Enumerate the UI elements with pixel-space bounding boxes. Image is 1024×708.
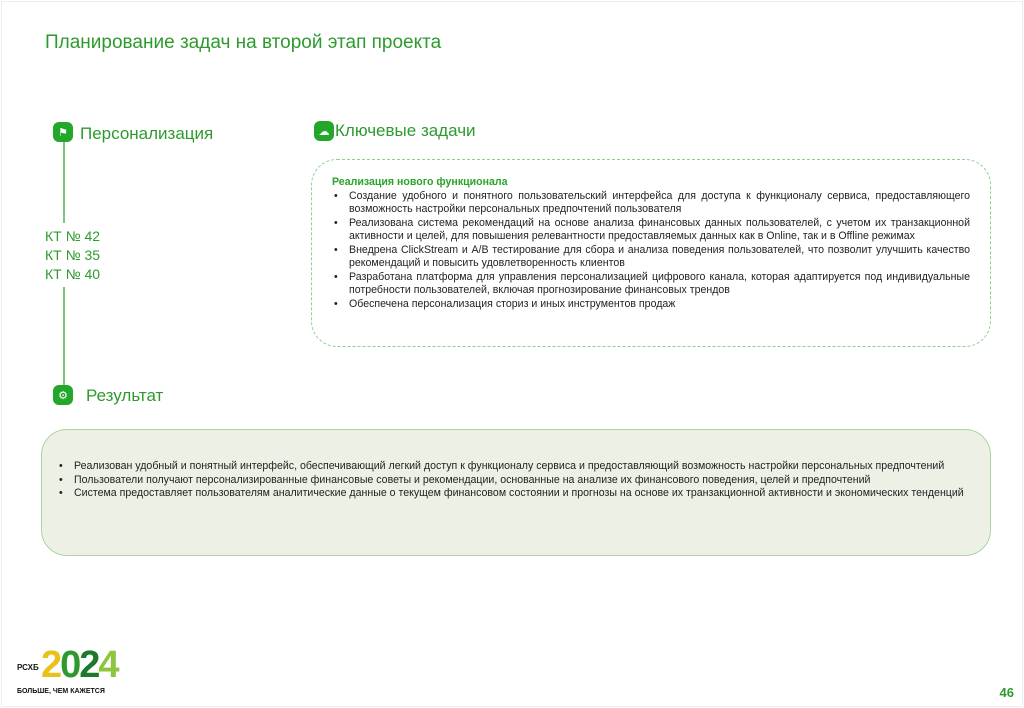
result-item: • Реализован удобный и понятный интерфейс, обеспечивающий легкий доступ к функционалу сервиса и предоставляющий возможность настройки персональных предпочтений [57, 460, 975, 474]
logo-slogan: БОЛЬШЕ, ЧЕМ КАЖЕТСЯ [17, 688, 105, 695]
key-tasks-box [311, 159, 991, 347]
cloud-icon: ☁ [314, 121, 334, 141]
result-item: • Система предоставляет пользователям аналитические данные о текущем финансовом состоянии и прогнозы на основе их транзакционной активности и экономических тенденций [57, 487, 975, 501]
gear-icon: ⚙ [53, 385, 73, 405]
section-personalization: Персонализация [80, 124, 214, 143]
logo-brand: РСХБ [17, 663, 39, 672]
kt-list [45, 227, 100, 284]
result-box [41, 429, 991, 556]
slide-frame [1, 1, 1023, 707]
section-result: Результат [86, 386, 164, 405]
task-item: • Реализована система рекомендаций на основе анализа финансовых данных пользователей, с учетом их транзакционной активности и целей, для повышения релевантности предоставляемых данных как в Online, так и в Offline режимах [332, 217, 970, 244]
page-title: Планирование задач на второй этап проекта [45, 32, 442, 53]
tasks-subtitle: Реализация нового функционала [332, 176, 508, 188]
kt-item: КТ № 40 [45, 266, 101, 282]
flag-icon: ⚑ [53, 122, 73, 142]
section-key-tasks: Ключевые задачи [335, 121, 476, 140]
kt-item: КТ № 35 [45, 247, 101, 263]
result-item: • Пользователи получают персонализированные финансовые советы и рекомендации, основанные на анализе их финансового поведения, целей и предпочтений [57, 474, 975, 488]
task-item: • Обеспечена персонализация сториз и иных инструментов продаж [332, 298, 970, 312]
task-item: • Создание удобного и понятного пользовательский интерфейса для доступа к функционалу сервиса, предоставляющего возможность настройки персональных предпочтений пользователя [332, 190, 970, 217]
logo-year: 2024 [41, 644, 118, 686]
task-item: • Внедрена ClickStream и A/B тестирование для сбора и анализа поведения пользователей, что позволит улучшить качество рекомендаций и повысить удовлетворенность клиентов [332, 244, 970, 271]
kt-item: КТ № 42 [45, 228, 101, 244]
page-number: 46 [999, 685, 1014, 700]
task-item: • Разработана платформа для управления персонализацией цифрового канала, которая адаптируется под индивидуальные потребности пользователей, включая прогнозирование финансовых трендов [332, 271, 970, 298]
